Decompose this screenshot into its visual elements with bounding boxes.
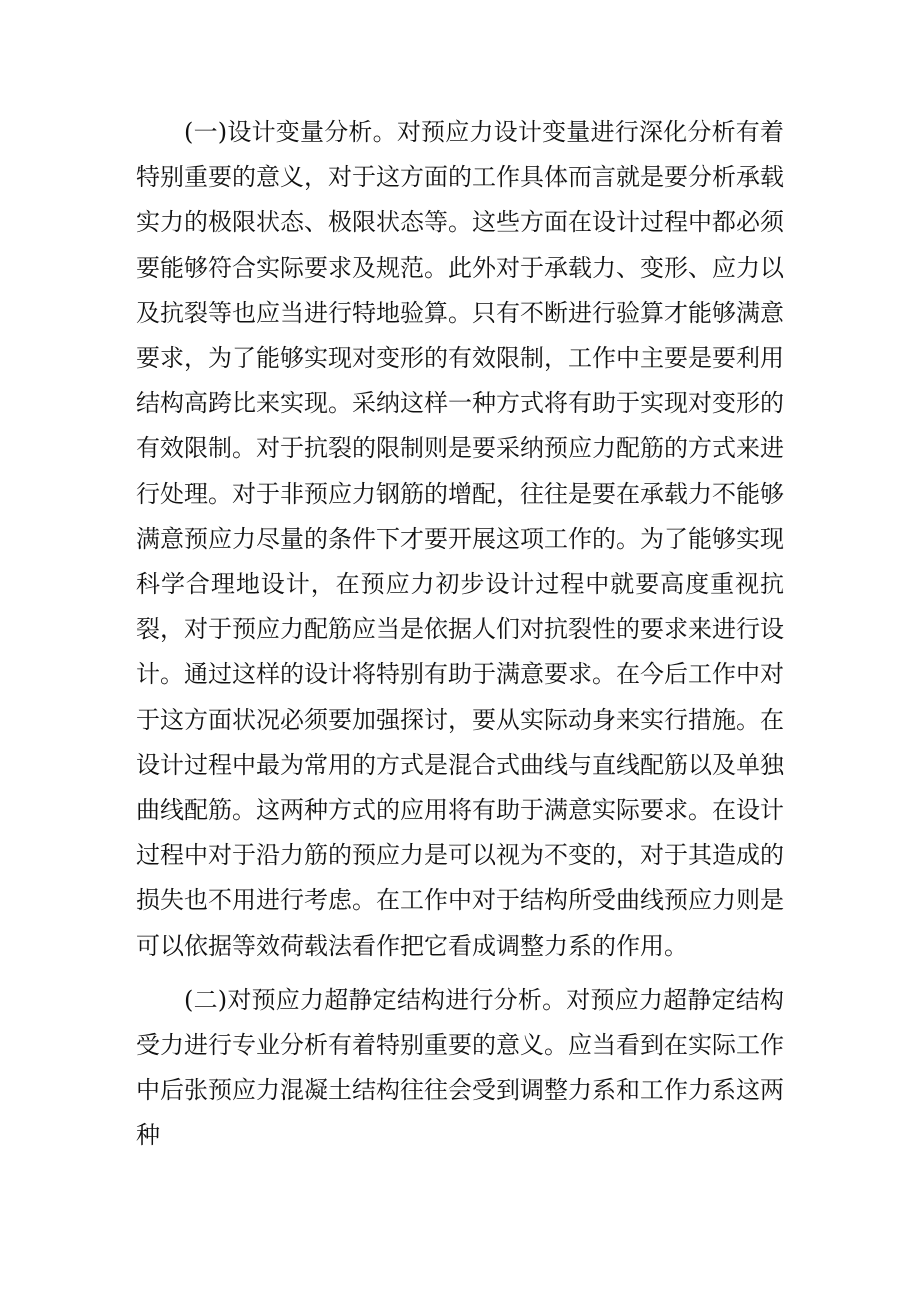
paragraph-statically-indeterminate-analysis: (二)对预应力超静定结构进行分析。对预应力超静定结构受力进行专业分析有着特别重要的意义。应当看到在实际工作中后张预应力混凝土结构往往会受到调整力系和工作力系这两种 [136, 985, 784, 1150]
document-body [136, 110, 784, 1159]
paragraph-design-variable-analysis: (一)设计变量分析。对预应力设计变量进行深化分析有着特别重要的意义，对于这方面的工作具体而言就是要分析承载实力的极限状态、极限状态等。这些方面在设计过程中都必须要能够符合实际要求及规范。此外对于承载力、变形、应力以及抗裂等也应当进行特地验算。只有不断进行验算才能够满意要求，为了能够实现对变形的有效限制，工作中主要是要利用结构高跨比来实现。采纳这样一种方式将有助于实现对变形的有效限制。对于抗裂的限制则是要采纳预应力配筋的方式来进行处理。对于非预应力钢筋的增配，往往是要在承载力不能够满意预应力尽量的条件下才要开展这项工作的。为了能够实现科学合理地设计，在预应力初步设计过程中就要高度重视抗裂，对于预应力配筋应当是依据人们对抗裂性的要求来进行设计。通过这样的设计将特别有助于满意要求。在今后工作中对于这方面状况必须要加强探讨，要从实际动身来实行措施。在设计过程中最为常用的方式是混合式曲线与直线配筋以及单独曲线配筋。这两种方式的应用将有助于满意实际要求。在设计过程中对于沿力筋的预应力是可以视为不变的，对于其造成的损失也不用进行考虑。在工作中对于结构所受曲线预应力则是可以依据等效荷载法看作把它看成调整力系的作用。 [136, 118, 784, 960]
